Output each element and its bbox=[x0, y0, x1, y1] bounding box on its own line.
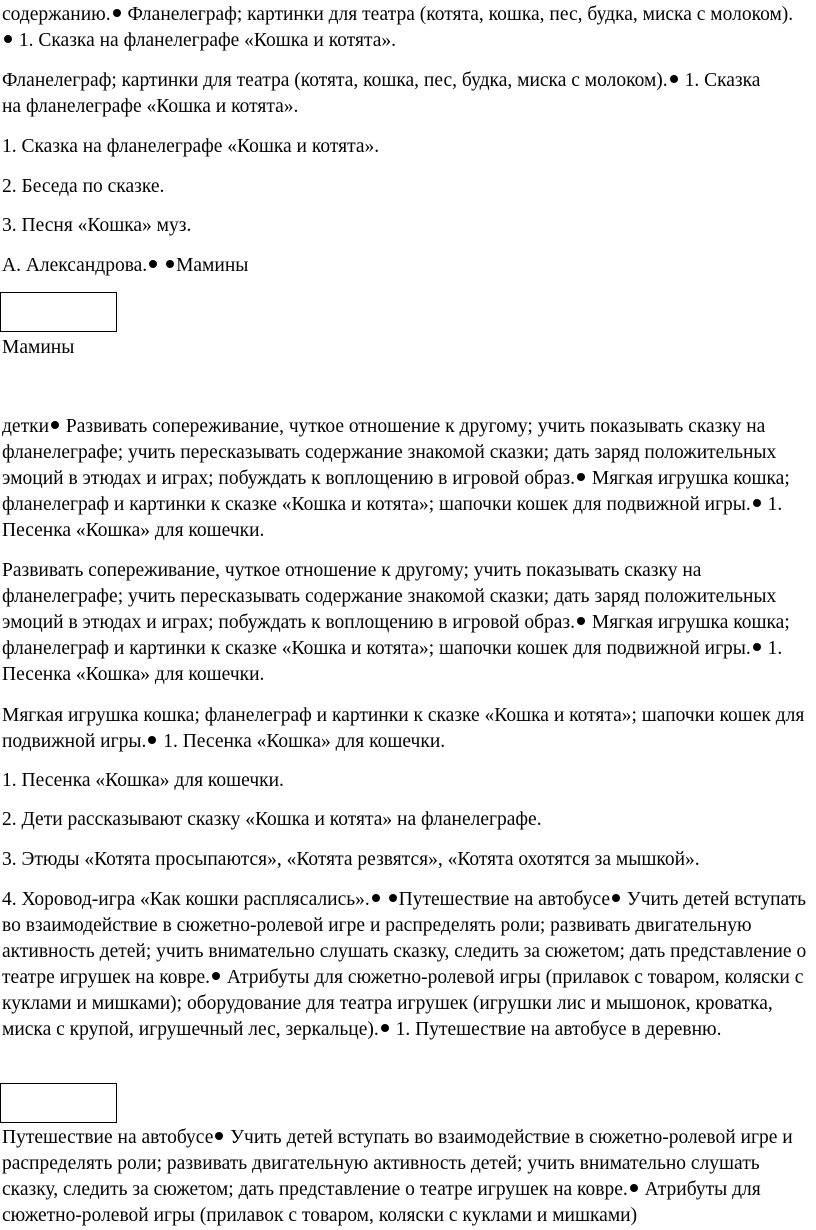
paragraph-11: 1. Песенка «Кошка» для кошечки. bbox=[2, 770, 284, 791]
paragraph-13: 3. Этюды «Котята просыпаются», «Котята резвятся», «Котята охотятся за мышкой». bbox=[2, 849, 700, 870]
bullet-icon bbox=[166, 260, 174, 268]
bullet-icon bbox=[577, 473, 585, 481]
paragraph-10: Мягкая игрушка кошка; фланелеграф и картинки к сказке «Кошка и котята»; шапочки кошек для подвижной игры. 1. Песенка «Кошка» для кошечки. bbox=[2, 705, 805, 752]
paragraph-12: 2. Дети рассказывают сказку «Кошка и котята» на фланелеграфе. bbox=[2, 809, 542, 830]
paragraph-15: Путешествие на автобусе Учить детей вступать во взаимодействие в сюжетно-ролевой игре и распределять роли; развивать двигательную активность детей; учить внимательно слушать сказку, следить за сюжетом; дать представление о театре игрушек на ковре. Атрибуты для сюжетно-ролевой игры (прилавок с товаром, коляски с куклами и мишками) bbox=[2, 1127, 793, 1226]
paragraph-6: А. Александрова. Мамины bbox=[2, 255, 249, 276]
bullet-icon bbox=[753, 643, 761, 651]
paragraph-1: содержанию. Фланелеграф; картинки для театра (котята, кошка, пес, будка, миска с молоком). 1. Сказка на фланелеграфе «Кошка и котята». bbox=[2, 4, 794, 51]
bullet-icon bbox=[753, 499, 761, 507]
bullet-icon bbox=[148, 736, 156, 744]
bullet-icon bbox=[215, 1132, 223, 1140]
bullet-icon bbox=[389, 894, 397, 902]
paragraph-9: Развивать сопереживание, чуткое отношение к другому; учить показывать сказку на фланелеграфе; учить пересказывать содержание знакомой сказки; дать заряд положительных эмоций в этюдах и играх; побуждать к воплощению в игровой образ. Мягкая игрушка кошка; фланелеграф и картинки к сказке «Кошка и котята»; шапочки кошек для подвижной игры. 1. Песенка «Кошка» для кошечки. bbox=[2, 560, 790, 685]
bullet-icon bbox=[577, 617, 585, 625]
paragraph-4: 2. Беседа по сказке. bbox=[2, 176, 165, 197]
paragraph-14: 4. Хоровод-игра «Как кошки расплясались». Путешествие на автобусе Учить детей вступать во взаимодействие в сюжетно-ролевой игре и распределять роли; развивать двигательную активность детей; учить внимательно слушать сказку, следить за сюжетом; дать представление о театре игрушек на ковре. Атрибуты для сюжетно-ролевой игры (прилавок с товаром, коляски с куклами и мишками); оборудование для театра игрушек (игрушки лис и мышонок, кроватка, миска с крупой, игрушечный лес, зеркальце). 1. Путешествие на автобусе в деревню. bbox=[2, 889, 807, 1040]
paragraph-7: Мамины bbox=[2, 337, 75, 358]
bullet-icon bbox=[212, 972, 220, 980]
bullet-icon bbox=[630, 1184, 638, 1192]
image-placeholder-box bbox=[0, 1083, 117, 1123]
bullet-icon bbox=[4, 35, 12, 43]
bullet-icon bbox=[113, 9, 121, 17]
bullet-icon bbox=[149, 260, 157, 268]
bullet-icon bbox=[372, 894, 380, 902]
bullet-icon bbox=[612, 894, 620, 902]
paragraph-5: 3. Песня «Кошка» муз. bbox=[2, 215, 192, 236]
image-placeholder-box bbox=[0, 292, 117, 332]
bullet-icon bbox=[51, 421, 59, 429]
paragraph-8: детки Развивать сопереживание, чуткое отношение к другому; учить показывать сказку на фланелеграфе; учить пересказывать содержание знакомой сказки; дать заряд положительных эмоций в этюдах и играх; побуждать к воплощению в игровой образ. Мягкая игрушка кошка; фланелеграф и картинки к сказке «Кошка и котята»; шапочки кошек для подвижной игры. 1. Песенка «Кошка» для кошечки. bbox=[2, 416, 790, 541]
bullet-icon bbox=[670, 75, 678, 83]
paragraph-3: 1. Сказка на фланелеграфе «Кошка и котята». bbox=[2, 136, 380, 157]
bullet-icon bbox=[381, 1024, 389, 1032]
paragraph-2: Фланелеграф; картинки для театра (котята, кошка, пес, будка, миска с молоком). 1. Сказка на фланелеграфе «Кошка и котята». bbox=[2, 70, 761, 117]
